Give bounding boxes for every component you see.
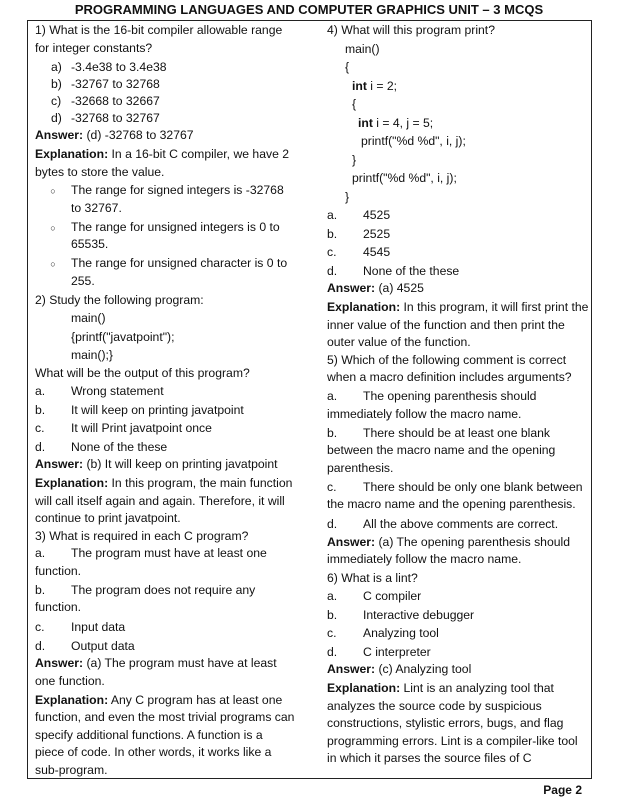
explanation-4: Explanation: In this program, it will first print the inner value of the function and then print the outer value of the function. bbox=[327, 300, 589, 349]
option-3c: c. Input data bbox=[35, 620, 126, 634]
page-number: Page 2 bbox=[543, 783, 582, 797]
code-line: {printf("javatpoint"); bbox=[71, 329, 175, 344]
answer-5: Answer: (a) The opening parenthesis should immediately follow the macro name. bbox=[327, 534, 570, 566]
option-5d: d. All the above comments are correct. bbox=[327, 517, 559, 531]
question-3: 3) What is required in each C program? bbox=[35, 528, 249, 543]
explanation-3: Explanation: Any C program has at least one function, and even the most trivial programs can specify additional functions. A function is a piece of code. In other words, it works like a sub-program. bbox=[35, 692, 295, 777]
option-6a: a. C compiler bbox=[327, 589, 422, 603]
option-5a: a. The opening parenthesis should immediately follow the macro name. bbox=[327, 389, 537, 421]
code-block: main() { int i = 2; { int i = 4, j = 5; printf("%d %d", i, j); } printf("%d %d", i, j); } bbox=[345, 41, 466, 204]
bullet-2: ○ The range for unsigned integers is 0 to 65535. bbox=[35, 219, 295, 254]
option-1d: d) -32768 to 32767 bbox=[51, 111, 160, 125]
option-3d: d. Output data bbox=[35, 638, 135, 653]
question-2: 2) Study the following program: bbox=[35, 292, 204, 307]
option-1c: c) -32668 to 32667 bbox=[51, 94, 160, 108]
option-6c: c. Analyzing tool bbox=[327, 626, 439, 640]
answer-3: Answer: (a) The program must have at least one function. bbox=[35, 656, 277, 688]
answer-4: Answer: (a) 4525 bbox=[327, 281, 424, 295]
option-2b: b. It will keep on printing javatpoint bbox=[35, 402, 244, 417]
question-6: 6) What is a lint? bbox=[327, 570, 418, 585]
option-4b: b. 2525 bbox=[327, 226, 391, 241]
option-5c: c. There should be only one blank between the macro name and the opening parenthesis. bbox=[327, 479, 583, 511]
option-1a: a) -3.4e38 to 3.4e38 bbox=[51, 60, 167, 74]
option-1b: b) -32767 to 32768 bbox=[51, 77, 160, 91]
explanation-6: Explanation: Lint is an analyzing tool that analyzes the source code by suspicious constructions, stylistic errors, bugs, and flag programming errors. Lint is a compiler-like tool in which it parses the source files of C bbox=[327, 681, 578, 765]
bullet-icon: ○ bbox=[50, 186, 56, 196]
bullet-icon: ○ bbox=[50, 259, 56, 269]
right-column bbox=[327, 22, 589, 768]
code-line: main() bbox=[71, 311, 106, 325]
option-2c: c. It will Print javatpoint once bbox=[35, 421, 212, 435]
option-4d: d. None of the these bbox=[327, 263, 460, 278]
left-column bbox=[35, 22, 295, 779]
option-6b: b. Interactive debugger bbox=[327, 607, 475, 622]
explanation-2: Explanation: In this program, the main function will call itself again and again. Therefore, it will continue to print javatpoint. bbox=[35, 476, 293, 525]
option-3b: b. The program does not require any function. bbox=[35, 582, 256, 614]
question-1: 1) What is the 16-bit compiler allowable range for integer constants? bbox=[35, 23, 283, 55]
answer-6: Answer: (c) Analyzing tool bbox=[327, 662, 472, 676]
answer-1: Answer: (d) -32768 to 32767 bbox=[35, 128, 194, 142]
option-2d: d. None of the these bbox=[35, 439, 168, 454]
bullet-3: ○ The range for unsigned character is 0 to 255. bbox=[35, 255, 295, 290]
code-line: main();} bbox=[71, 348, 113, 362]
explanation-1: Explanation: In a 16-bit C compiler, we have 2 bytes to store the value. bbox=[35, 147, 290, 179]
option-2a: a. Wrong statement bbox=[35, 384, 164, 398]
question-4: 4) What will this program print? bbox=[327, 23, 495, 37]
option-6d: d. C interpreter bbox=[327, 644, 431, 659]
option-3a: a. The program must have at least one function. bbox=[35, 546, 267, 578]
bullet-icon: ○ bbox=[50, 222, 56, 233]
option-4a: a. 4525 bbox=[327, 208, 391, 222]
bullet-1: ○ The range for signed integers is -32768 to 32767. bbox=[35, 182, 295, 217]
question-2-prompt: What will be the output of this program? bbox=[35, 365, 250, 380]
option-4c: c. 4545 bbox=[327, 245, 391, 259]
question-5: 5) Which of the following comment is correct when a macro definition includes arguments? bbox=[327, 352, 572, 384]
page-header: PROGRAMMING LANGUAGES AND COMPUTER GRAPHICS UNIT – 3 MCQS bbox=[74, 2, 544, 17]
option-5b: b. There should be at least one blank between the macro name and the opening parenthesis. bbox=[327, 425, 556, 475]
answer-2: Answer: (b) It will keep on printing javatpoint bbox=[35, 457, 278, 471]
